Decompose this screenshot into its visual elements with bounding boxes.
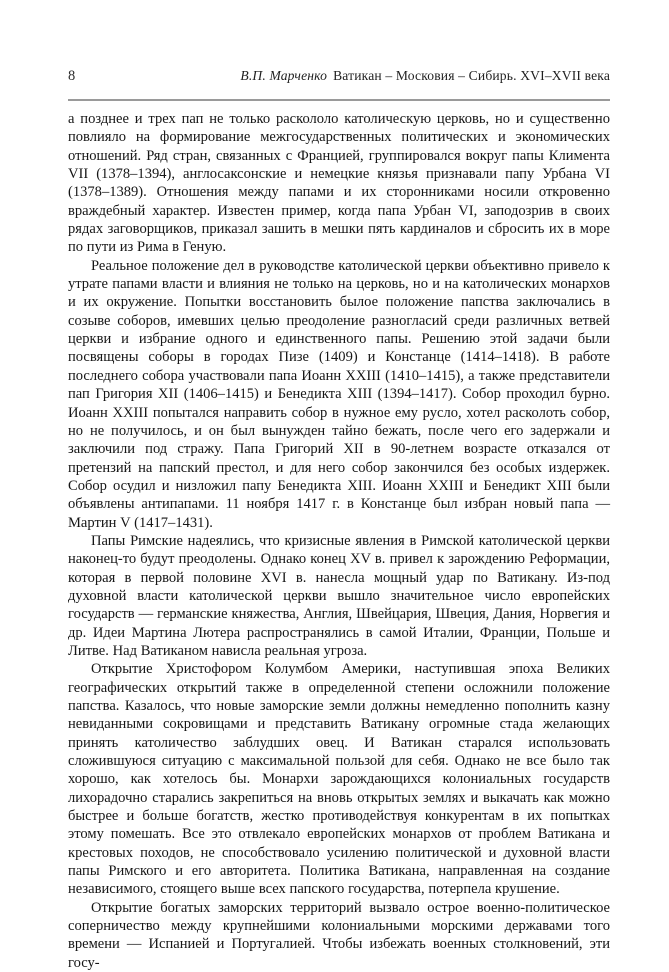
body-text — [68, 110, 610, 972]
paragraph: Папы Римские надеялись, что кризисные явления в Римской католической церкви наконец-то будут преодолены. Однако конец XV в. привел к зарождению Реформации, которая в первой половине XVI в. нанесла мощный удар по Ватикану. Из-под духовной власти католической церкви вышло значительное число европейских государств — германские княжества, Англия, Швейцария, Швеция, Дания, Норвегия и др. Идеи Мартина Лютера распространялись в самой Италии, Франции, Польше и Литве. Над Ватиканом нависла реальная угроза. — [68, 532, 610, 659]
page-number: 8 — [68, 68, 76, 84]
running-head-text — [128, 68, 610, 84]
paragraph: Реальное положение дел в руководстве католической церкви объективно привело к утрате папами власти и влияния не только на церковь, но и на католических монархов и их окружение. Попытки восстановить былое положение папства заключались в созыве соборов, имевших целью преодоление разногласий среди различных ветвей церкви и избрание одного и единственного папы. Решению этой задачи были посвящены соборы в городах Пизе (1409) и Констанце (1414–1418). В работе последнего собора участвовали папа Иоанн XXIII (1410–1415), а также представители пап Григория XII (1406–1415) и Бенедикта XIII (1394–1417). Собор проходил бурно. Иоанн XXIII попытался направить собор в нужное ему русло, хотел расколоть собор, но не получилось, и он был вынужден тайно бежать, после чего его задержали и заключили под стражу. Папа Григорий XII в 90-летнем возрасте отказался от претензий на папский престол, и для него собор закончился без особых издержек. Собор осудил и низложил папу Бенедикта XIII. Иоанн XXIII и Бенедикт XIII были объявлены антипапами. 11 ноября 1417 г. в Констанце был избран новый папа — Мартин V (1417–1431). — [68, 257, 610, 531]
paragraph: а позднее и трех пап не только раскололо католическую церковь, но и существенно повлияло на формирование межгосударственных политических и экономических отношений. Ряд стран, связанных с Францией, группировался вокруг папы Климента VII (1378–1394), англосаксонские и немецкие князья признавали папу Урбана VI (1378–1389). Отношения между папами и их сторонниками носили откровенно враждебный характер. Известен пример, когда папа Урбан VI, заподозрив в своих рядах заговорщиков, приказал зашить в мешки пять кардиналов и сбросить их в море по пути из Рима в Геную. — [68, 111, 610, 256]
paragraph: Открытие Христофором Колумбом Америки, наступившая эпоха Великих географических открытий также в определенной степени осложнили положение папства. Казалось, что новые заморские земли должны немедленно пополнить казну невиданными сокровищами и представить Ватикану огромные стада желающих принять католичество заблудших овец. И Ватикан старался использовать сложившуюся ситуацию с максимальной пользой для себя. Однако не все было так хорошо, как хотелось бы. Монархи зарождающихся колониальных государств лихорадочно старались закрепиться на вновь открытых землях и выкачать как можно быстрее и больше богатств, жестко противодействуя конкурентам в их попытках этому помешать. Все это отвлекало европейских монархов от проблем Ватикана и крестовых походов, не способствовало усилению политической и духовной власти папы Римского и его авторитета. Политика Ватикана, направленная на создание независимого, стоящего выше всех папского государства, потерпела крушение. — [68, 661, 610, 898]
running-head — [68, 68, 610, 90]
running-head-author: В.П. Марченко — [240, 68, 328, 83]
header-divider — [68, 99, 610, 101]
paragraph: Открытие богатых заморских территорий вызвало острое военно-политическое соперничество между крупнейшими колониальными морскими державами того времени — Испанией и Португалией. Чтобы избежать военных столкновений, эти госу- — [68, 899, 610, 971]
running-head-title: Ватикан – Московия – Сибирь. XVI–XVII века — [333, 68, 610, 83]
